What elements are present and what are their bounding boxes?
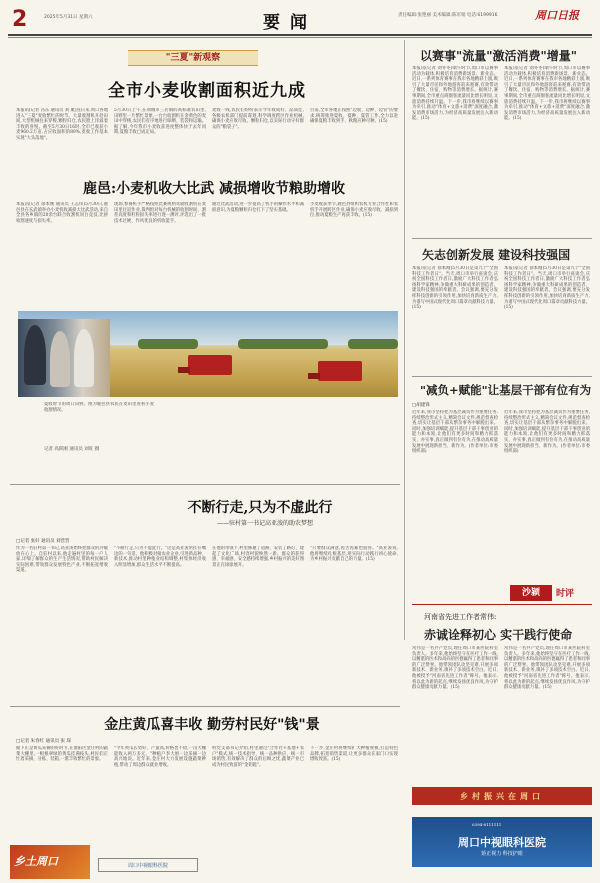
masthead-rule (8, 34, 592, 36)
section-divider (412, 376, 592, 377)
newspaper-logo: 周口日报 (535, 9, 579, 22)
section-title: 要闻 (263, 13, 317, 33)
photo-trees (138, 339, 198, 349)
right4-kicker: 河南省先进工作者常伟: (424, 613, 497, 621)
right4-text-b: 常伟是一名共产党员,现任周口市某医院科室负责人。多年来,他始终坚守在医疗工作一线,以精湛的医术和高尚的医德赢得了患者和同事的广泛赞誉。他带领团队攻坚克难,开展多项新技术、新业务,填补了多项技术空白。近日,他被授予"河南省先进工作者"称号。他表示,将以此为新的起点,继续发扬优良作风,为守护群众健康贡献力量。(15) (504, 646, 590, 691)
right1-headline[interactable]: 以赛事"流量"激活消费"增量" (420, 49, 578, 63)
section-divider (10, 484, 400, 485)
lead-text-col4: 目前,全市各地正按照"边收、边种、边管"的要求,统筹推进夏收、夏种、夏管工作,全力以赴确保夏粮丰收到手、秋粮应种尽种。(15) (310, 108, 398, 125)
photo-credit: 记者 高跃刚 通讯员 刘旺 摄 (44, 447, 100, 452)
story2-text-col1: 本报讯(记者 徐本刚 通讯员 王志伟)5月30日,鹿邑县在玄武镇举办小麦机收减损大比武活动,来自全县各乡镇的20余台联合收割机同台竞技,比拼收割速度与损失率。 (16, 202, 108, 224)
right3-byline: □胡建锋 (412, 403, 430, 408)
right1-text-b: 本报讯(记者 刘冬冬)端午时节,周口市以赛事活动为载体,积极培育消费新场景、新业态。近日,一系列体育赛事在我市各地精彩上演,吸引了大量市民和外地游客前来观赛,有效带动了餐饮、住宿、购物等消费增长。据统计,赛事期间,全市重点商圈客流量同比增长明显,文旅消费持续升温。下一步,我市将继续以赛事为牵引,推动"体育+文旅+消费"深度融合,激发消费市场活力,为经济高质量发展注入新动能。(15) (504, 66, 590, 122)
section-divider (10, 706, 400, 707)
hospital-ad-slogan: 矫正视力 科技护眼 (481, 851, 523, 857)
column-divider (404, 40, 405, 640)
right3-headline[interactable]: "减负+赋能"让基层干部有位有为 (420, 383, 592, 397)
hospital-ad-title: 周口中视眼科医院 (458, 836, 546, 849)
story4-text-col3: 村党支部书记介绍,村里通过"合作社+基地+农户"模式,统一技术指导、统一品种供应、统一市场销售,有效解决了群众的后顾之忧,蔬菜产业已成为村民致富的"金钥匙"。 (212, 746, 304, 768)
story4-text-col1: 眼下正是黄瓜采摘的好时节,在淮阳区金庄村的蔬菜大棚里,一根根翠绿的黄瓜挂满枝头,村民们正忙着采摘、分拣、装箱,一派丰收繁忙的景象。 (16, 746, 108, 763)
right3-text-b: 近年来,我市坚持把为基层减负作为重要任务,持续整治形式主义,精简会议文件,规范督查检查,切实让基层干部从繁杂事务中解脱出来。同时,加强培训赋能,提升基层干部干事创业的能力和本领,让他们有更多时间和精力抓落实、办实事,真正做到有位有为,在推动高质量发展中展现新担当、新作为。(作者单位:市委组织部) (504, 410, 590, 455)
footer-logo (10, 845, 90, 879)
lead-text-col2: 5月30日上午,在项城市三店镇的高标准农田里,田野里一片繁忙景象,一台台收割机在金黄色的麦田中穿梭,农民们有序地进行晾晒、装袋和运输。据了解,今年我市小麦收获进度整体快于去年同期,夏粮丰收已成定局。 (114, 108, 206, 136)
story3-subhead: ——驻村第一书记高亚浚的助农梦想 (216, 520, 313, 527)
commentary-badge (510, 585, 592, 601)
right2-headline[interactable]: 矢志创新发展 建设科技强国 (422, 248, 571, 262)
hospital-phone: 0394-8111111 (472, 822, 502, 827)
staff-line: 责任编辑:张艳丽 美术编辑:陈军娟 电话:6199916 (398, 13, 498, 18)
right1-text-a: 本报讯(记者 刘冬冬)端午时节,周口市以赛事活动为载体,积极培育消费新场景、新业态。近日,一系列体育赛事在我市各地精彩上演,吸引了大量市民和外地游客前来观赛,有效带动了餐饮、住宿、购物等消费增长。据统计,赛事期间,全市重点商圈客流量同比增长明显,文旅消费持续升温。下一步,我市将继续以赛事为牵引,推动"体育+文旅+消费"深度融合,激发消费市场活力,为经济高质量发展注入新动能。(15) (412, 66, 498, 122)
story3-text-col4: "只要群众满意,再苦再累也值得。"高亚浚说,他将继续扎根基层,用实际行动践行初心使命,为乡村振兴贡献自己的力量。(15) (310, 546, 398, 563)
combine-harvester (318, 361, 362, 381)
story4-byline: □记者 朱春红 通讯员 张 琛 (16, 739, 71, 744)
story3-text-col1: 作为一名驻村第一书记,高亚浚始终把群众的冷暖放在心上。自驻村以来,他走遍村里的每一户人家,详细了解群众的生产生活情况,帮助村民解决实际困难,带领群众发展特色产业,不断拓宽增收渠道。 (16, 546, 108, 574)
story2-text-col2: 现场,参赛机手严格按照比赛规则驾驶收割机在麦田里往返作业,裁判组对每台机械的收割时间、割茬高度和籽粒损失率进行逐一测评,评选出了一批技术过硬、作风优良的机收能手。 (114, 202, 206, 224)
commentary-label: 时评 (556, 589, 575, 599)
rural-revival-banner[interactable]: 乡村振兴在周口 (412, 787, 592, 805)
issue-date: 2025年5月31日 星期六 (44, 15, 93, 20)
right3-text-a: 近年来,我市坚持把为基层减负作为重要任务,持续整治形式主义,精简会议文件,规范督查检查,切实让基层干部从繁杂事务中解脱出来。同时,加强培训赋能,提升基层干部干事创业的能力和本领,让他们有更多时间和精力抓落实、办实事,真正做到有位有为,在推动高质量发展中展现新担当、新作为。(作者单位:市委组织部) (412, 410, 498, 455)
story4-text-col2: "今年黄瓜长势好、产量高,价格也不错,一亩大棚能收入两万多元。"种植户李大姐一边采摘一边高兴地说。近年来,金庄村大力发展设施蔬菜种植,带动了周边群众就业增收。 (114, 746, 206, 768)
commentary-badge-label: 沙颍 (510, 585, 552, 601)
right2-text-b: 本报讯(记者 徐本刚)5月30日是第九个"全国科技工作者日"。当天,周口市举行座谈会,庆祝全国科技工作者日,激励广大科技工作者弘扬科学家精神,争做重大科研成果的创造者、建设科技强国的奉献者。会议强调,要充分发挥科技创新的引领作用,加快培育新质生产力,为谱写中国式现代化周口篇章贡献科技力量。(15) (504, 266, 590, 311)
story2-text-col3: 通过比武活动,进一步提高了机手的操作水平和减损意识,为夏粮颗粒归仓打下了坚实基础。 (212, 202, 304, 213)
story2-text-col4: 小麦收获季节,鹿邑县组织农机专业合作社和农机手开展跨区作业,确保小麦应收尽收、减损到位,推动夏粮生产再获丰收。(15) (310, 202, 398, 219)
story3-text-col2: "不断行走,只为不虚此行。"这是高亚浚常挂在嘴边的一句话。他积极对接农业企业,引进新品种、新技术,推动村里种植业结构调整,村集体经济收入明显增加,群众生活水平不断提高。 (114, 546, 206, 568)
lead-headline[interactable]: 全市小麦收割面积近九成 (108, 81, 306, 101)
story4-headline[interactable]: 金庄黄瓜喜丰收 勤劳村民好"钱"景 (104, 717, 320, 733)
lead-text-col1: 本报讯(记者 冯东 通讯员 刘 航)连日来,周口各地进入"三夏"麦收繁忙的时节。大量收割机开赴田间,大型机械往来穿梭,颗粒归仓,农民脸上洋溢着丰收的喜悦。截至5月30日16时,全市已收获小麦960.2万亩,占应收面积的89%,麦收工作基本实现"大头落地"。 (16, 108, 108, 141)
footer-logo-text: 乡土周口 (14, 855, 58, 868)
right2-text-a: 本报讯(记者 徐本刚)5月30日是第九个"全国科技工作者日"。当天,周口市举行座谈会,庆祝全国科技工作者日,激励广大科技工作者弘扬科学家精神,争做重大科研成果的创造者、建设科技强国的奉献者。会议强调,要充分发挥科技创新的引领作用,加快培育新质生产力,为谱写中国式现代化周口篇章贡献科技力量。(15) (412, 266, 498, 311)
combine-harvester (188, 355, 232, 375)
story4-text-col4: 下一步,金庄村将继续扩大种植规模,打造特色品牌,拓宽销售渠道,让更多群众在家门口实现增收致富。(15) (310, 746, 398, 763)
lead-text-col3: 麦收一线,农民们纷纷表示今年收成好、品质佳,各级农机部门提前谋划,科学调度跨区作业机械,确保小麦应收尽收、颗粒归仓,以实际行动守好群众的"粮袋子"。 (212, 108, 304, 130)
photo-trees (348, 339, 398, 349)
section-divider (412, 604, 592, 605)
right4-text-a: 常伟是一名共产党员,现任周口市某医院科室负责人。多年来,他始终坚守在医疗工作一线,以精湛的医术和高尚的医德赢得了患者和同事的广泛赞誉。他带领团队攻坚克难,开展多项新技术、新业务,填补了多项技术空白。近日,他被授予"河南省先进工作者"称号。他表示,将以此为新的起点,继续发扬优良作风,为守护群众健康贡献力量。(15) (412, 646, 498, 691)
story3-text-col3: 在他的带领下,村里修通了道路、安装了路灯、建起了文化广场,村容村貌焕然一新。群众的获得感、幸福感、安全感持续增强,乡村振兴的美好图景正在徐徐展开。 (212, 546, 304, 568)
farmer-figure (24, 325, 46, 385)
story3-headline[interactable]: 不断行走,只为不虚此行 (187, 500, 333, 516)
photo-trees (238, 339, 328, 349)
section-divider (412, 238, 592, 239)
farmer-figure (50, 331, 70, 387)
story2-headline[interactable]: 鹿邑:小麦机收大比武 减损增收节粮助增收 (82, 181, 346, 197)
page-number: 2 (12, 7, 28, 32)
harvest-photo[interactable] (18, 311, 398, 397)
photo-caption: 夏收时节的周口田野。图为鹿邑县农民在麦田里查看小麦收割情况。 (44, 402, 154, 413)
lead-tag: "三夏"新观察 (128, 50, 258, 66)
hospital-ad[interactable] (412, 817, 592, 867)
right4-headline[interactable]: 赤诚诠释初心 实干践行使命 (424, 628, 573, 642)
masthead-rule-thin (8, 37, 592, 38)
hospital-mini-ad[interactable]: 周口中视眼科医院 (98, 858, 198, 872)
farmer-figure (74, 329, 94, 387)
story3-byline: □记者 张好 通讯员 刘营营 (16, 539, 70, 544)
